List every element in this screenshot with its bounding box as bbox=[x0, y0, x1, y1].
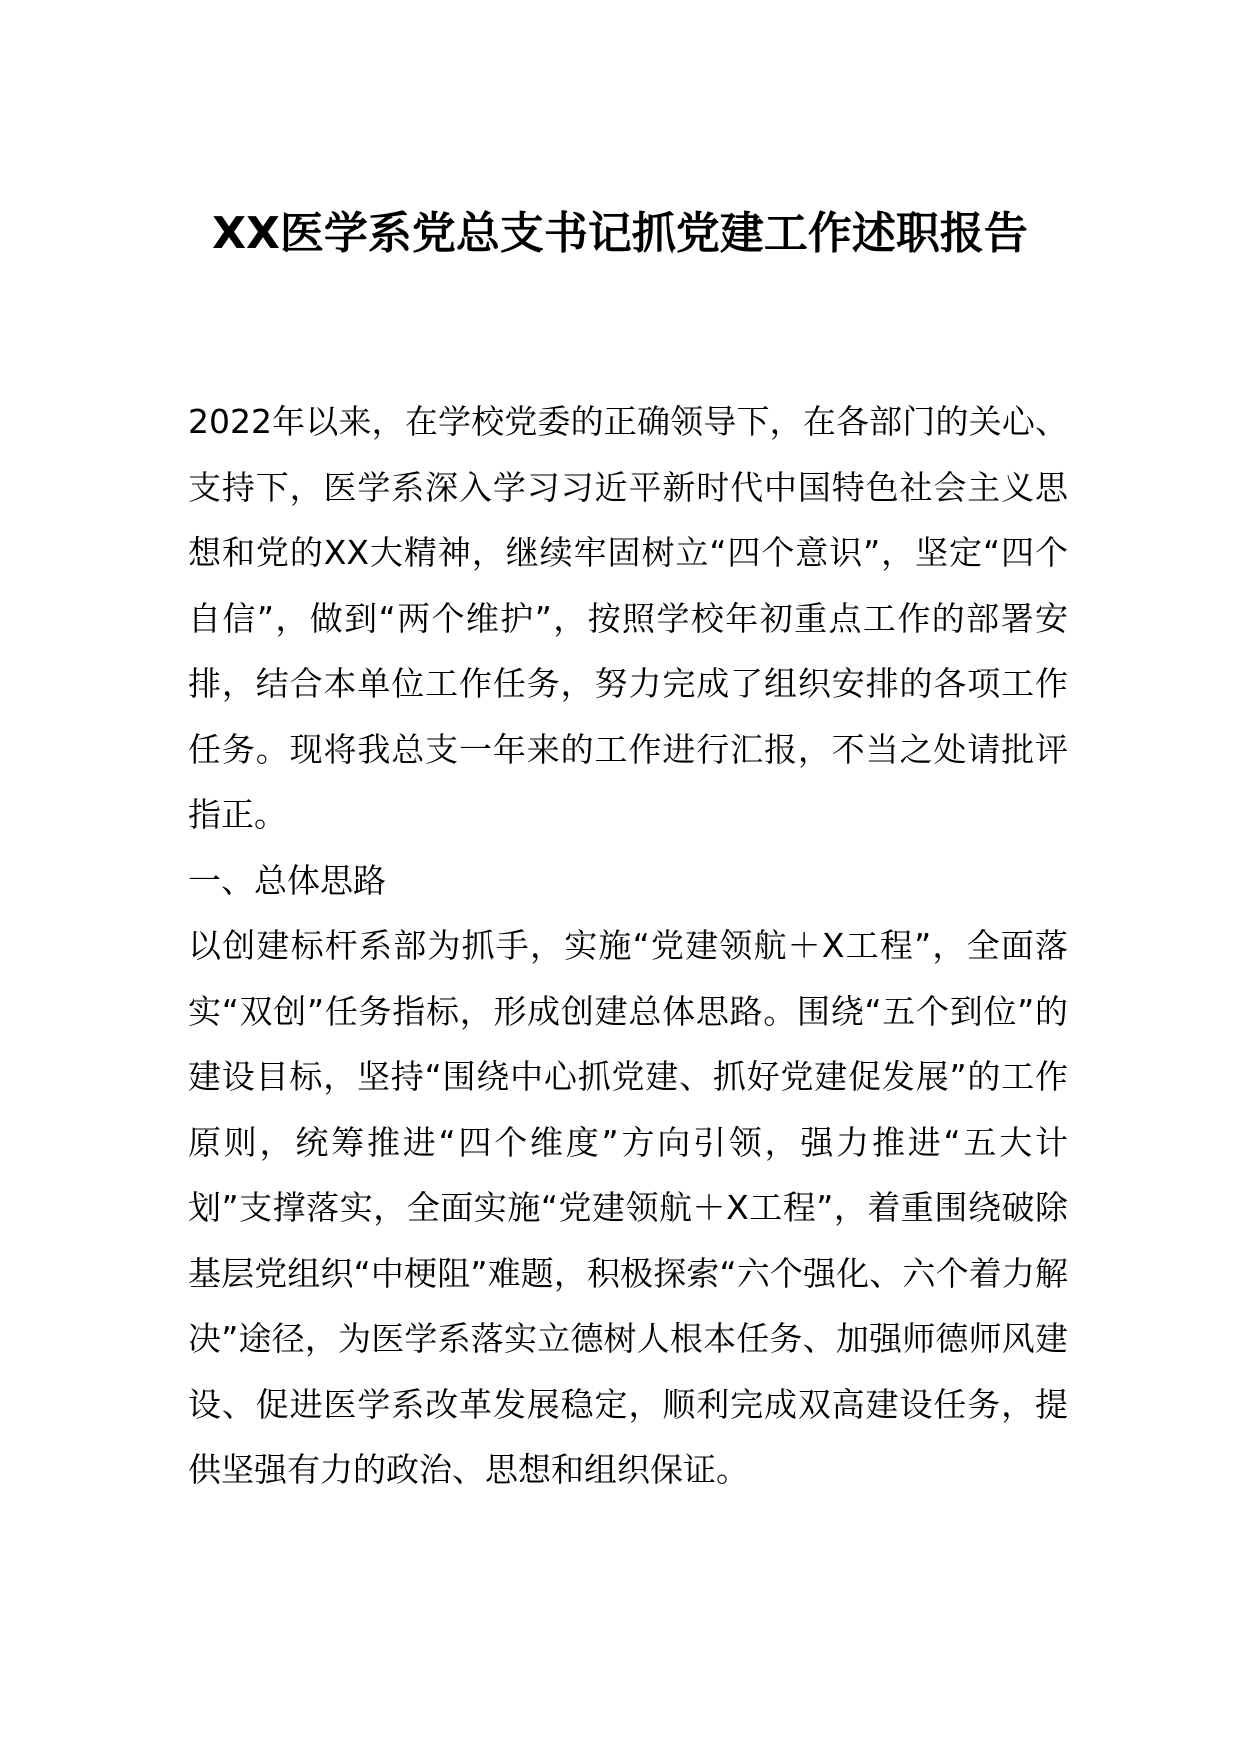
document-title: XX医学系党总支书记抓党建工作述职报告 bbox=[212, 208, 1028, 259]
section-heading: 一、总体思路 bbox=[188, 860, 386, 900]
document-body bbox=[188, 389, 1068, 1503]
intro-paragraph: 2022年以来，在学校党委的正确领导下，在各部门的关心、支持下，医学系深入学习习近平新时代中国特色社会主义思想和党的XX大精神，继续牢固树立“四个意识”，坚定“四个自信”，做到“两个维护”，按照学校年初重点工作的部署安排，结合本单位工作任务，努力完成了组织安排的各项工作任务。现将我总支一年来的工作进行汇报，不当之处请批评指正。 bbox=[188, 402, 1068, 834]
section-paragraph: 以创建标杆系部为抓手，实施“党建领航＋X工程”，全面落实“双创”任务指标，形成创建总体思路。围绕“五个到位”的建设目标，坚持“围绕中心抓党建、抓好党建促发展”的工作原则，统筹推进“四个维度”方向引领，强力推进“五大计划”支撑落实，全面实施“党建领航＋X工程”，着重围绕破除基层党组织“中梗阻”难题，积极探索“六个强化、六个着力解决”途径，为医学系落实立德树人根本任务、加强师德师风建设、促进医学系改革发展稳定，顺利完成双高建设任务，提供坚强有力的政治、思想和组织保证。 bbox=[188, 926, 1068, 1489]
